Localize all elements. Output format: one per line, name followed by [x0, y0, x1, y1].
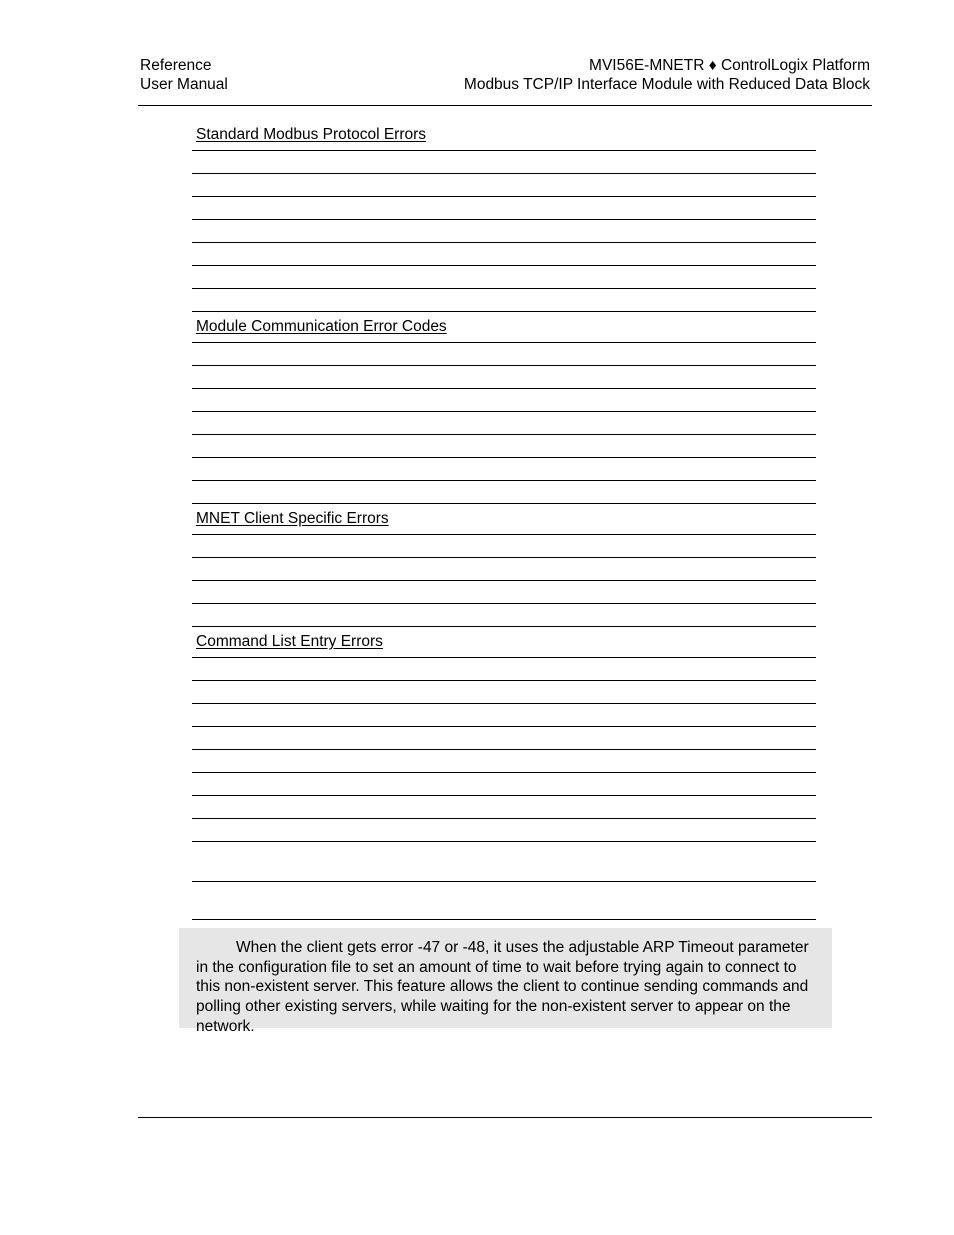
error-code-tables — [192, 120, 816, 920]
table-row — [192, 389, 816, 412]
table-row — [192, 681, 816, 704]
section-title-standard-modbus-errors — [192, 120, 816, 151]
section-title-text: Command List Entry Errors — [196, 633, 383, 650]
page-header-left — [140, 56, 228, 94]
header-divider — [138, 105, 872, 106]
header-section-label: Reference — [140, 57, 212, 74]
table-row — [192, 773, 816, 796]
table-row — [192, 289, 816, 312]
section-title-text: MNET Client Specific Errors — [196, 510, 389, 527]
table-row — [192, 412, 816, 435]
table-row — [192, 481, 816, 504]
table-row — [192, 220, 816, 243]
table-row — [192, 819, 816, 842]
header-document-type: User Manual — [140, 76, 228, 93]
table-row — [192, 558, 816, 581]
table-row — [192, 151, 816, 174]
table-row — [192, 435, 816, 458]
table-row — [192, 366, 816, 389]
table-row — [192, 604, 816, 627]
section-title-mnet-client-errors — [192, 504, 816, 535]
section-title-text: Standard Modbus Protocol Errors — [196, 126, 427, 143]
table-row — [192, 727, 816, 750]
table-row — [192, 174, 816, 197]
header-product-description: Modbus TCP/IP Interface Module with Reduced Data Block — [463, 76, 870, 93]
table-row — [192, 704, 816, 727]
table-row — [192, 266, 816, 289]
table-row — [192, 658, 816, 681]
section-title-text: Module Communication Error Codes — [196, 318, 447, 335]
table-row — [192, 458, 816, 481]
page-header-right — [464, 56, 870, 94]
footer-divider — [138, 1117, 872, 1118]
table-row — [192, 243, 816, 266]
table-row — [192, 882, 816, 920]
table-row — [192, 750, 816, 773]
table-row — [192, 343, 816, 366]
note-box — [179, 928, 832, 1035]
table-row — [192, 535, 816, 558]
section-title-command-list-errors — [192, 627, 816, 658]
section-title-module-communication-errors — [192, 312, 816, 343]
table-row — [192, 796, 816, 819]
table-row — [192, 842, 816, 882]
table-row — [192, 197, 816, 220]
header-product-platform: MVI56E-MNETR ♦ ControlLogix Platform — [589, 57, 870, 74]
table-row — [192, 581, 816, 604]
note-text: When the client gets error -47 or -48, it uses the adjustable ARP Timeout parameter in the configuration file to set an amount of time to wait before trying again to connect to this non-existent server. This feature allows the client to continue sending commands and polling other existing servers, while waiting for the non-existent server to appear on the network. — [196, 939, 809, 1035]
